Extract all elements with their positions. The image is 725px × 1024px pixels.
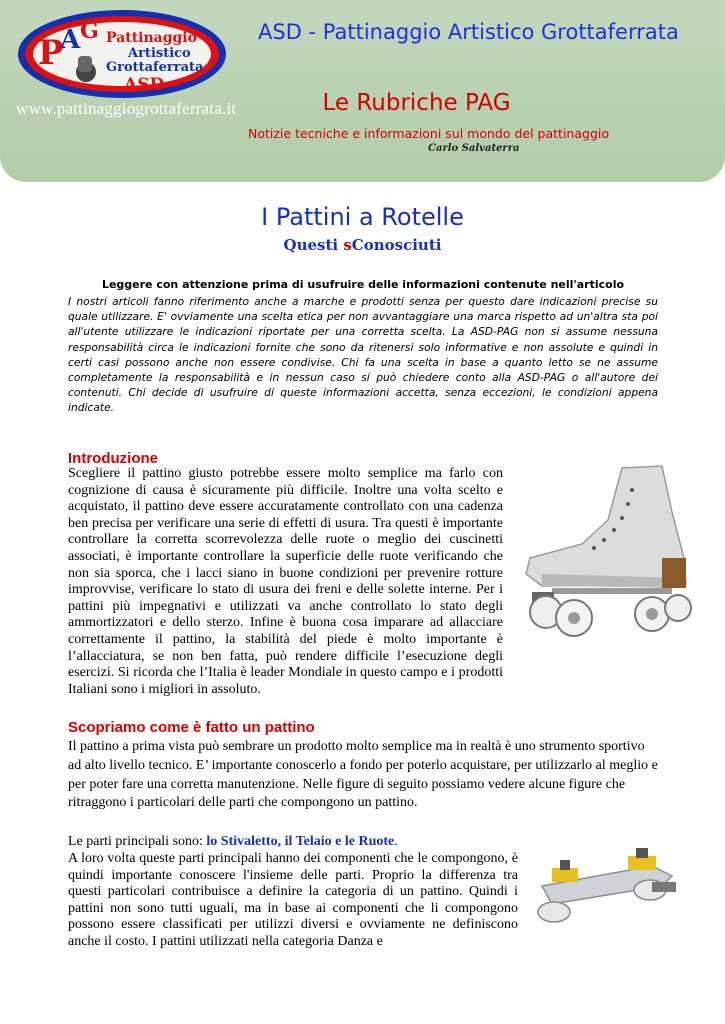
- roller-skate-image: [512, 462, 692, 648]
- header-banner: [0, 0, 725, 182]
- article-subtitle: Questi sConosciuti: [283, 236, 442, 254]
- svg-text:Pattinaggio: Pattinaggio: [106, 30, 197, 46]
- svg-text:G: G: [80, 18, 99, 44]
- section-subtitle: Notizie tecniche e informazioni sul mondo del pattinaggio: [248, 126, 609, 141]
- association-title: ASD - Pattinaggio Artistico Grottaferrata: [258, 20, 679, 44]
- section-title: Le Rubriche PAG: [322, 90, 511, 116]
- svg-text:Artistico: Artistico: [128, 46, 191, 61]
- svg-text:Grottaferrata: Grottaferrata: [106, 60, 204, 75]
- svg-text:P: P: [38, 33, 64, 73]
- parts-lead: Le parti principali sono: lo Stivaletto, il Telaio e le Ruote.: [68, 834, 398, 849]
- parts-highlight: lo Stivaletto, il Telaio e le Ruote: [206, 834, 395, 849]
- parts-paragraph: A loro volta queste parti principali hanno dei componenti che le compongono, è quindi importante conoscere l'insieme delle parti. Proprio la differenza tra questi particolari contribuisce a definire la categoria di un pattino. Quindi i pattini non sono tutti uguali, ma in base ai componenti che li compongono possono essere classificati per utilizzi diversi e ovviamente ne definiscono anche il costo. I pattini utilizzati nella categoria Danza e: [68, 851, 518, 949]
- svg-text:A: A: [60, 25, 81, 55]
- section2-heading: Scopriamo come è fatto un pattino: [68, 719, 315, 736]
- disclaimer-heading: Leggere con attenzione prima di usufruire delle informazioni contenute nell'articolo: [101, 278, 625, 291]
- pag-logo: [16, 8, 228, 100]
- section2-paragraph: Il pattino a prima vista può sembrare un prodotto molto semplice ma in realtà è uno strumento sportivo ad alto livello tecnico. E’ importante conoscerlo a fondo per poterlo acquistare, per utilizzarlo al meglio e per poter fare una corretta manutenzione. Nelle figure di seguito possiamo vedere alcune figure che ritraggono i particolari delle parti che compongono un pattino.: [68, 739, 658, 811]
- intro-heading: Introduzione: [68, 450, 158, 467]
- intro-paragraph: Scegliere il pattino giusto potrebbe essere molto semplice ma farlo con cognizione di causa è sicuramente più difficile. Inoltre una volta scelto e acquistato, il pattino deve essere accuratamente controllato con una cadenza ben precisa per verificare una serie di effetti di usura. Tra questi è importante controllare la corretta scorrevolezza delle ruote o meglio dei cuscinetti associati, è importante controllare la superficie delle ruote verificando che non sia sporca, che i lacci siano in buone condizioni per prevenire rotture improvvise, verificare lo stato di usura dei freni e delle solette interne. Per i pattini più impegnativi e utilizzati va anche controllato lo stato degli ammortizzatori e dello sterzo. Infine è buona cosa imparare ad allacciare correttamente il pattino, la stabilità del piede è molto importante è l’allacciatura, se non ben fatta, può rendere difficile l’esecuzione degli esercizi. Si ricorda che l’Italia è leader Mondiale in questo campo e i prodotti Italiani sono i migliori in assoluto.: [68, 466, 503, 697]
- skate-frame-image: [532, 846, 682, 936]
- svg-text:ASD: ASD: [124, 75, 165, 95]
- site-url-link[interactable]: www.pattinaggiogrottaferrata.it: [16, 99, 237, 118]
- disclaimer-body: I nostri articoli fanno riferimento anche a marche e prodotti senza per questo dare indicazioni precise su quale utilizzare. E' ovviamente una scelta etica per non avvantaggiare una marca rispetto ad un'altra sta poi all'utente utilizzare le indicazioni riportate per una corretta scelta. La ASD-PAG non si assume nessuna responsabilità circa le indicazioni fornite che sono da ritenersi solo informative e non assolute e quindi in certi casi possono anche non essere condivise. Chi fa una scelta in base a quanto letto se ne assume completamente la responsabilità e in nessun caso si può chiedere conto alla ASD-PAG o all'autore dei contenuti. Chi decide di usufruire di queste informazioni accetta, senza eccezioni, le condizioni appena indicate.: [68, 295, 658, 415]
- author-name: Carlo Salvaterra: [428, 143, 520, 154]
- article-title: I Pattini a Rotelle: [261, 203, 464, 231]
